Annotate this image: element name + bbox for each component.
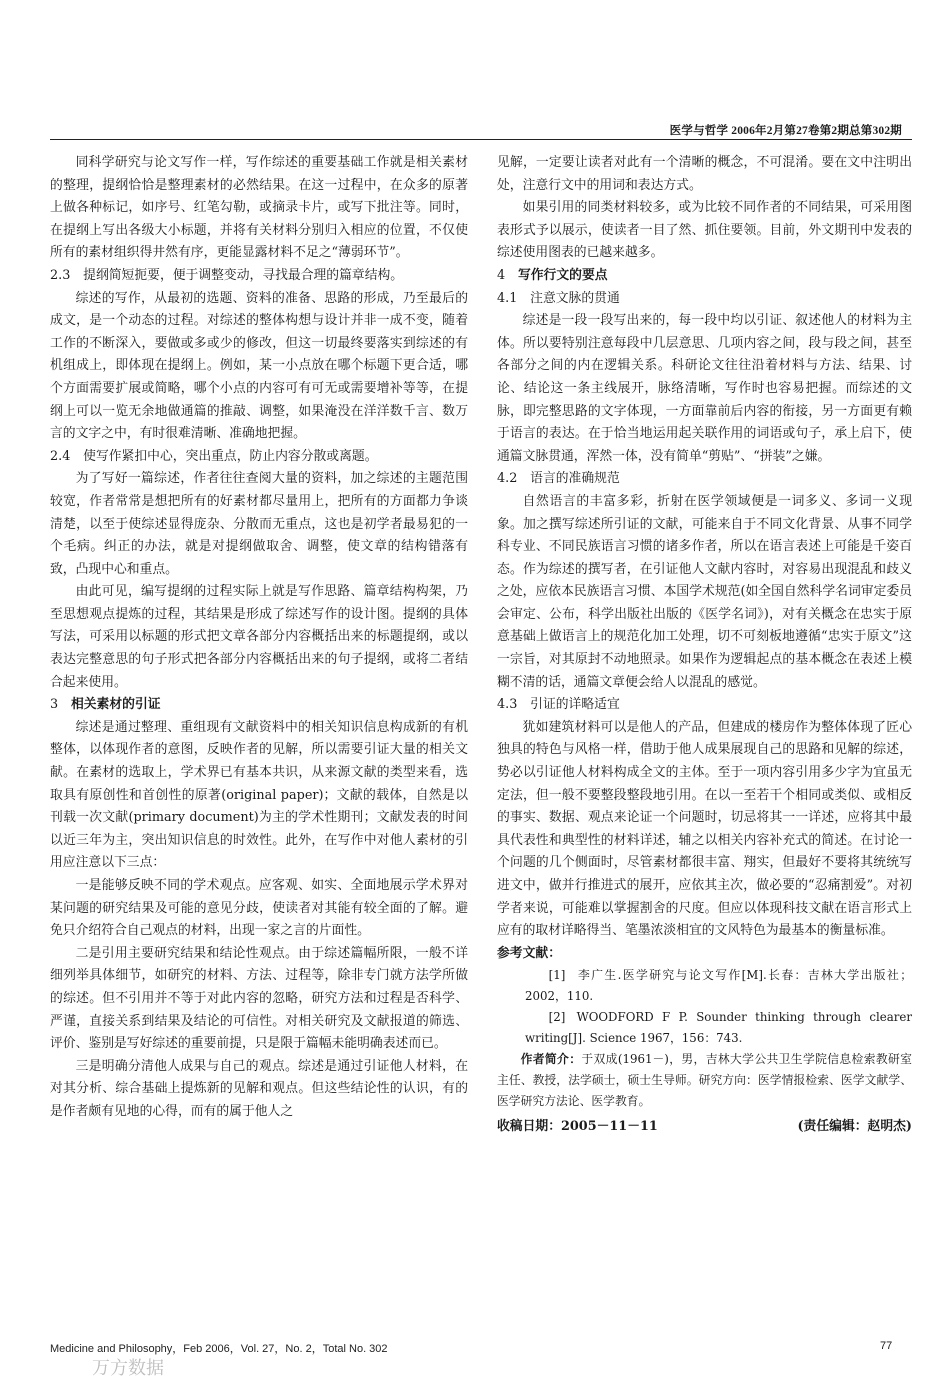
- left-column: [50, 152, 468, 1124]
- paragraph: 综述是一段一段写出来的，每一段中均以引证、叙述他人的材料为主体。所以要特别注意每段中几层意思、几项内容之间，段与段之间，甚至各部分之间的内在逻辑关系。科研论文往往沿着材料与方法、结果、讨论、结论这一条主线展开，脉络清晰，写作时也容易把握。而综述的文脉，即完整思路的文字体现，一方面靠前后内容的衔接，另一方面更有赖于语言的表达。在于恰当地运用起关联作用的词语或句子，承上启下，使通篇文脉贯通，浑然一体，没有简单“剪贴”、“拼装”之嫌。: [497, 313, 912, 464]
- paragraph: 同科学研究与论文写作一样，写作综述的重要基础工作就是相关素材的整理，提纲恰恰是整理素材的必然结果。在这一过程中，在众多的原著上做各种标记，如序号、红笔勾勒，或摘录卡片，或写下批注等。同时，在提纲上写出各级大小标题，并将有关材料分别归入相应的位置，不仅使所有的素材组织得井然有序，更能显露材料不足之“薄弱环节”。: [50, 155, 468, 261]
- page-number: 77: [880, 1340, 893, 1352]
- section-number: 4: [497, 267, 506, 283]
- header-rule: [50, 139, 912, 140]
- reference-text: WOODFORD F P. Sounder thinking through clearer writing[J]. Science 1967，156：743.: [525, 1010, 912, 1046]
- section-title: 使写作紧扣中心，突出重点，防止内容分散或离题。: [83, 448, 378, 464]
- section-heading-4-1: [497, 288, 912, 311]
- author-bio-label: 作者简介：: [520, 1052, 582, 1067]
- paragraph: 自然语言的丰富多彩，折射在医学领域便是一词多义、多词一义现象。加之撰写综述所引证的文献，可能来自于不同文化背景、从事不同学科专业、不同民族语言习惯的诸多作者，所以在语言表述上可能是千姿百态。作为综述的撰写者，在引证他人文献内容时，对容易出现混乱和歧义之处，应依本民族语言习惯、本国学术规范(如全国自然科学名词审定委员会审定、公布，科学出版社出版的《医学名词》)，对有关概念在忠实于原意基础上做语言上的规范化加工处理，切不可刻板地遵循“忠实于原文”这一宗旨，对其原封不动地照录。如果作为逻辑起点的基本概念在表述上模糊不清的话，通篇文章便会给人以混乱的感觉。: [497, 493, 912, 690]
- section-title: 注意文脉的贯通: [530, 290, 620, 306]
- section-title: 语言的准确规范: [530, 471, 620, 487]
- section-heading-4: [497, 265, 912, 288]
- paragraph: 一是能够反映不同的学术观点。应客观、如实、全面地展示学术界对某问题的研究结果及可能的意见分歧，使读者对其能有较全面的了解。避免只介绍符合自己观点的材料，出现一家之言的片面性。: [50, 878, 468, 939]
- author-bio: [497, 1049, 912, 1112]
- author-bio-text: 于双成(1961－)，男，吉林大学公共卫生学院信息检索教研室主任、教授，法学硕士，硕士生导师。研究方向：医学情报检索、医学文献学、医学研究方法论、医学教育。: [497, 1052, 912, 1109]
- paragraph: 三是明确分清他人成果与自己的观点。综述是通过引证他人材料，在对其分析、综合基础上提炼新的见解和观点。但这些结论性的认识，有的是作者颇有见地的心得，而有的属于他人之: [50, 1058, 468, 1119]
- section-heading-3: [50, 694, 468, 717]
- section-title: 相关素材的引证: [70, 697, 161, 713]
- section-heading-4-2: [497, 468, 912, 491]
- section-heading-2-4: [50, 446, 468, 469]
- paragraph: 综述是通过整理、重组现有文献资料中的相关知识信息构成新的有机整体，以体现作者的意图，反映作者的见解，所以需要引证大量的相关文献。在素材的选取上，学术界已有基本共识，从来源文献的类型来看，选取具有原创性和首创性的原著(original paper)；文献的载体，自然是以刊载一次文献(primary document)为主的学术性期刊；文献发表的时间以近三年为主，突出知识信息的时效性。此外，在写作中对他人素材的引用应注意以下三点：: [50, 719, 468, 871]
- section-number: 4.2: [497, 471, 518, 487]
- section-number: 4.3: [497, 697, 518, 713]
- section-title: 引证的详略适宜: [530, 697, 620, 713]
- reference-item: [497, 965, 912, 1007]
- paragraph: 二是引用主要研究结果和结论性观点。由于综述篇幅所限，一般不详细列举具体细节，如研究的材料、方法、过程等，除非专门就方法学所做的综述。但不引用并不等于对此内容的忽略，研究方法和过程是否科学、严谨，直接关系到结果及结论的可信性。对相关研究及文献报道的筛选、评价、鉴别是写好综述的重要前提，只是限于篇幅未能明确表述而已。: [50, 945, 468, 1052]
- paragraph: 犹如建筑材料可以是他人的产品，但建成的楼房作为整体体现了匠心独具的特色与风格一样，借助于他人成果展现自己的思路和见解的综述，势必以引证他人材料构成全文的主体。至于一项内容引用多少字为宜虽无定法，但一般不要整段整段地引用。在以一至若干个相同或类似、或相反的事实、数据、观点来论证一个问题时，切忌将其一一详述，应将其中最具代表性和典型性的材料详述，辅之以相关内容补充式的简述。在讨论一个问题的几个侧面时，尽管素材都很丰富、翔实，但最好不要将其统统写进文中，做并行推进式的展开，应依其主次，做必要的“忍痛割爱”。对初学者来说，可能难以掌握割舍的尺度。但应以体现科技文献在语言形式上应有的取材详略得当、笔墨浓淡相宜的文风特色为最基本的衡量标准。: [497, 719, 912, 939]
- paragraph: 为了写好一篇综述，作者往往查阅大量的资料，加之综述的主题范围较宽，作者常常是想把所有的好素材都尽量用上，把所有的方面都力争谈清楚，以至于使综述显得庞杂、分散而无重点，这也是初学者最易犯的一个毛病。纠正的办法，就是对提纲做取舍、调整，使文章的结构错落有致，凸现中心和重点。: [50, 471, 468, 577]
- section-title: 写作行文的要点: [517, 267, 608, 283]
- reference-index: [1]: [548, 968, 566, 983]
- watermark: 万方数据: [92, 1358, 164, 1379]
- section-heading-4-3: [497, 694, 912, 717]
- running-head: 医学与哲学 2006年2月第27卷第2期总第302期: [669, 125, 902, 137]
- references-heading: 参考文献：: [497, 945, 561, 961]
- section-number: 2.4: [50, 448, 71, 464]
- reference-index: [2]: [548, 1010, 566, 1025]
- received-line: [497, 1116, 912, 1139]
- received-date: 收稿日期：2005－11－11: [497, 1119, 658, 1135]
- section-number: 4.1: [497, 290, 518, 306]
- section-title: 提纲简短扼要，便于调整变动，寻找最合理的篇章结构。: [83, 267, 404, 283]
- responsible-editor: (责任编辑：赵明杰): [797, 1119, 912, 1135]
- section-number: 3: [50, 697, 59, 713]
- paragraph: 综述的写作，从最初的选题、资料的准备、思路的形成，乃至最后的成文，是一个动态的过程。对综述的整体构想与设计并非一成不变，随着工作的不断深入，要做或多或少的修改，但这一切最终要落实到综述的有机组成上，即体现在提纲上。例如，某一小点放在哪个标题下更合适，哪个方面需要扩展或简略，哪个小点的内容可有可无或需要增补等等，在提纲上可以一览无余地做通篇的推敲、调整，如果淹没在洋洋数千言、数万言的文字之中，有时很难清晰、准确地把握。: [50, 290, 468, 442]
- footer-journal-info: Medicine and Philosophy，Feb 2006，Vol. 27，No. 2，Total No. 302: [50, 1343, 388, 1355]
- reference-text: 李广生.医学研究与论文写作[M].长春：吉林大学出版社；2002，110.: [525, 968, 912, 1004]
- right-column: [497, 152, 912, 1139]
- section-heading-2-3: [50, 265, 468, 288]
- paragraph: 如果引用的同类材料较多，或为比较不同作者的不同结果，可采用图表形式予以展示，使读者一目了然、抓住要领。目前，外文期刊中发表的综述使用图表的已越来越多。: [497, 200, 912, 261]
- paragraph: 见解，一定要让读者对此有一个清晰的概念，不可混淆。要在文中注明出处，注意行文中的用词和表达方式。: [497, 155, 912, 193]
- section-number: 2.3: [50, 267, 71, 283]
- paragraph: 由此可见，编写提纲的过程实际上就是写作思路、篇章结构构架，乃至思想观点提炼的过程，其结果是形成了综述写作的设计图。提纲的具体写法，可采用以标题的形式把文章各部分内容概括出来的标题提纲，或以表达完整意思的句子形式把各部分内容概括出来的句子提纲，或将二者结合起来使用。: [50, 584, 468, 690]
- reference-item: [497, 1007, 912, 1049]
